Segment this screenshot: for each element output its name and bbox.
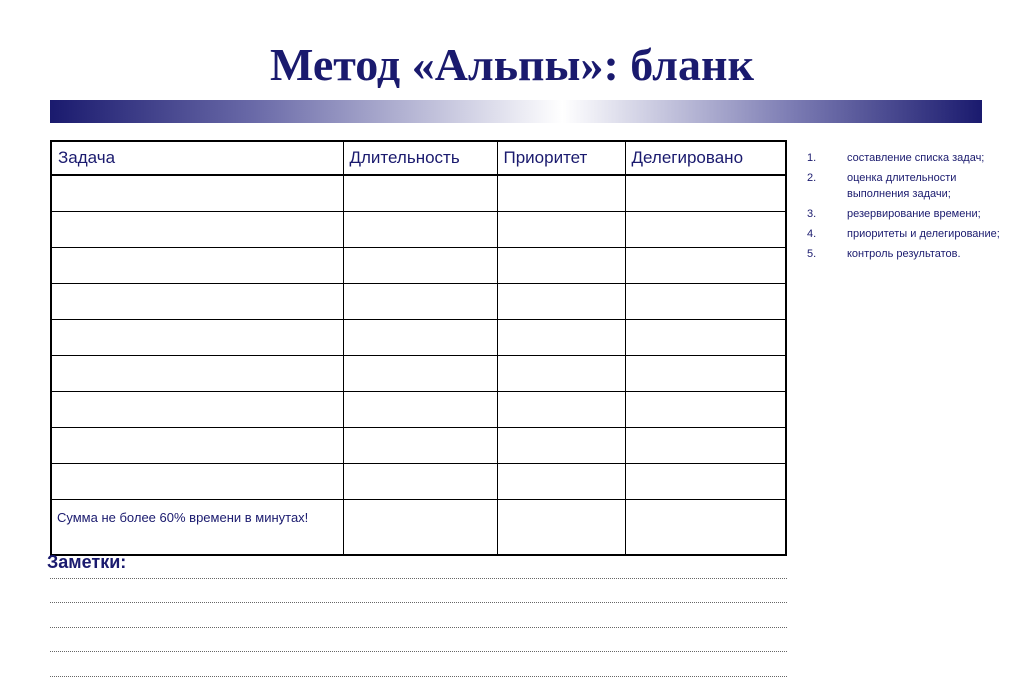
delegated-cell[interactable] <box>625 428 786 464</box>
alps-form-table <box>50 140 787 556</box>
priority-cell[interactable] <box>497 392 625 428</box>
step-text: оценка длительности выполнения задачи; <box>847 172 957 200</box>
delegated-cell[interactable] <box>625 392 786 428</box>
table-row <box>51 392 786 428</box>
note-line[interactable] <box>50 602 787 603</box>
task-cell[interactable] <box>51 175 343 212</box>
priority-cell[interactable] <box>497 212 625 248</box>
duration-cell[interactable] <box>343 320 497 356</box>
delegated-cell[interactable] <box>625 320 786 356</box>
table-row <box>51 284 786 320</box>
duration-cell[interactable] <box>343 175 497 212</box>
step-item <box>807 206 1007 222</box>
priority-cell[interactable] <box>497 248 625 284</box>
table-row <box>51 428 786 464</box>
priority-cell[interactable] <box>497 428 625 464</box>
step-item <box>807 226 1007 242</box>
task-cell[interactable] <box>51 212 343 248</box>
duration-cell[interactable] <box>343 212 497 248</box>
duration-cell[interactable] <box>343 284 497 320</box>
sum-label: Сумма не более 60% времени в минутах! <box>51 500 343 556</box>
task-cell[interactable] <box>51 284 343 320</box>
table-row <box>51 175 786 212</box>
note-line[interactable] <box>50 676 787 677</box>
step-number: 4. <box>807 228 817 240</box>
sum-row <box>51 500 786 556</box>
step-item <box>807 246 1007 262</box>
table-row <box>51 320 786 356</box>
delegated-cell[interactable] <box>625 464 786 500</box>
page-title: Метод «Альпы»: бланк <box>270 39 754 90</box>
step-number: 5. <box>807 248 817 260</box>
step-text: приоритеты и делегирование; <box>847 228 1000 240</box>
delegated-cell[interactable] <box>625 248 786 284</box>
table-body <box>51 175 786 555</box>
table-header-row <box>51 141 786 175</box>
step-item <box>807 150 1007 166</box>
delegated-cell[interactable] <box>625 356 786 392</box>
table-row <box>51 212 786 248</box>
task-cell[interactable] <box>51 428 343 464</box>
task-cell[interactable] <box>51 464 343 500</box>
header-priority: Приоритет <box>497 141 625 175</box>
step-number: 3. <box>807 208 817 220</box>
header-delegated: Делегировано <box>625 141 786 175</box>
duration-cell[interactable] <box>343 356 497 392</box>
priority-cell[interactable] <box>497 356 625 392</box>
sum-priority-cell[interactable] <box>497 500 625 556</box>
steps-list <box>807 150 1007 266</box>
header-duration: Длительность <box>343 141 497 175</box>
duration-cell[interactable] <box>343 392 497 428</box>
step-text: составление списка задач; <box>847 152 985 164</box>
table-row <box>51 248 786 284</box>
task-cell[interactable] <box>51 356 343 392</box>
step-text: контроль результатов. <box>847 248 961 260</box>
priority-cell[interactable] <box>497 464 625 500</box>
step-item <box>807 170 1007 202</box>
priority-cell[interactable] <box>497 175 625 212</box>
priority-cell[interactable] <box>497 320 625 356</box>
sum-duration-cell[interactable] <box>343 500 497 556</box>
table-row <box>51 356 786 392</box>
title-gradient-bar <box>50 100 982 123</box>
duration-cell[interactable] <box>343 464 497 500</box>
step-number: 2. <box>807 172 817 184</box>
step-text: резервирование времени; <box>847 208 981 220</box>
task-cell[interactable] <box>51 248 343 284</box>
note-line[interactable] <box>50 627 787 628</box>
duration-cell[interactable] <box>343 248 497 284</box>
sum-delegated-cell[interactable] <box>625 500 786 556</box>
table-row <box>51 464 786 500</box>
note-line[interactable] <box>50 651 787 652</box>
note-line[interactable] <box>50 578 787 579</box>
step-number: 1. <box>807 152 817 164</box>
header-task: Задача <box>51 141 343 175</box>
duration-cell[interactable] <box>343 428 497 464</box>
notes-heading: Заметки: <box>47 552 127 572</box>
task-cell[interactable] <box>51 392 343 428</box>
task-cell[interactable] <box>51 320 343 356</box>
delegated-cell[interactable] <box>625 284 786 320</box>
delegated-cell[interactable] <box>625 175 786 212</box>
delegated-cell[interactable] <box>625 212 786 248</box>
priority-cell[interactable] <box>497 284 625 320</box>
